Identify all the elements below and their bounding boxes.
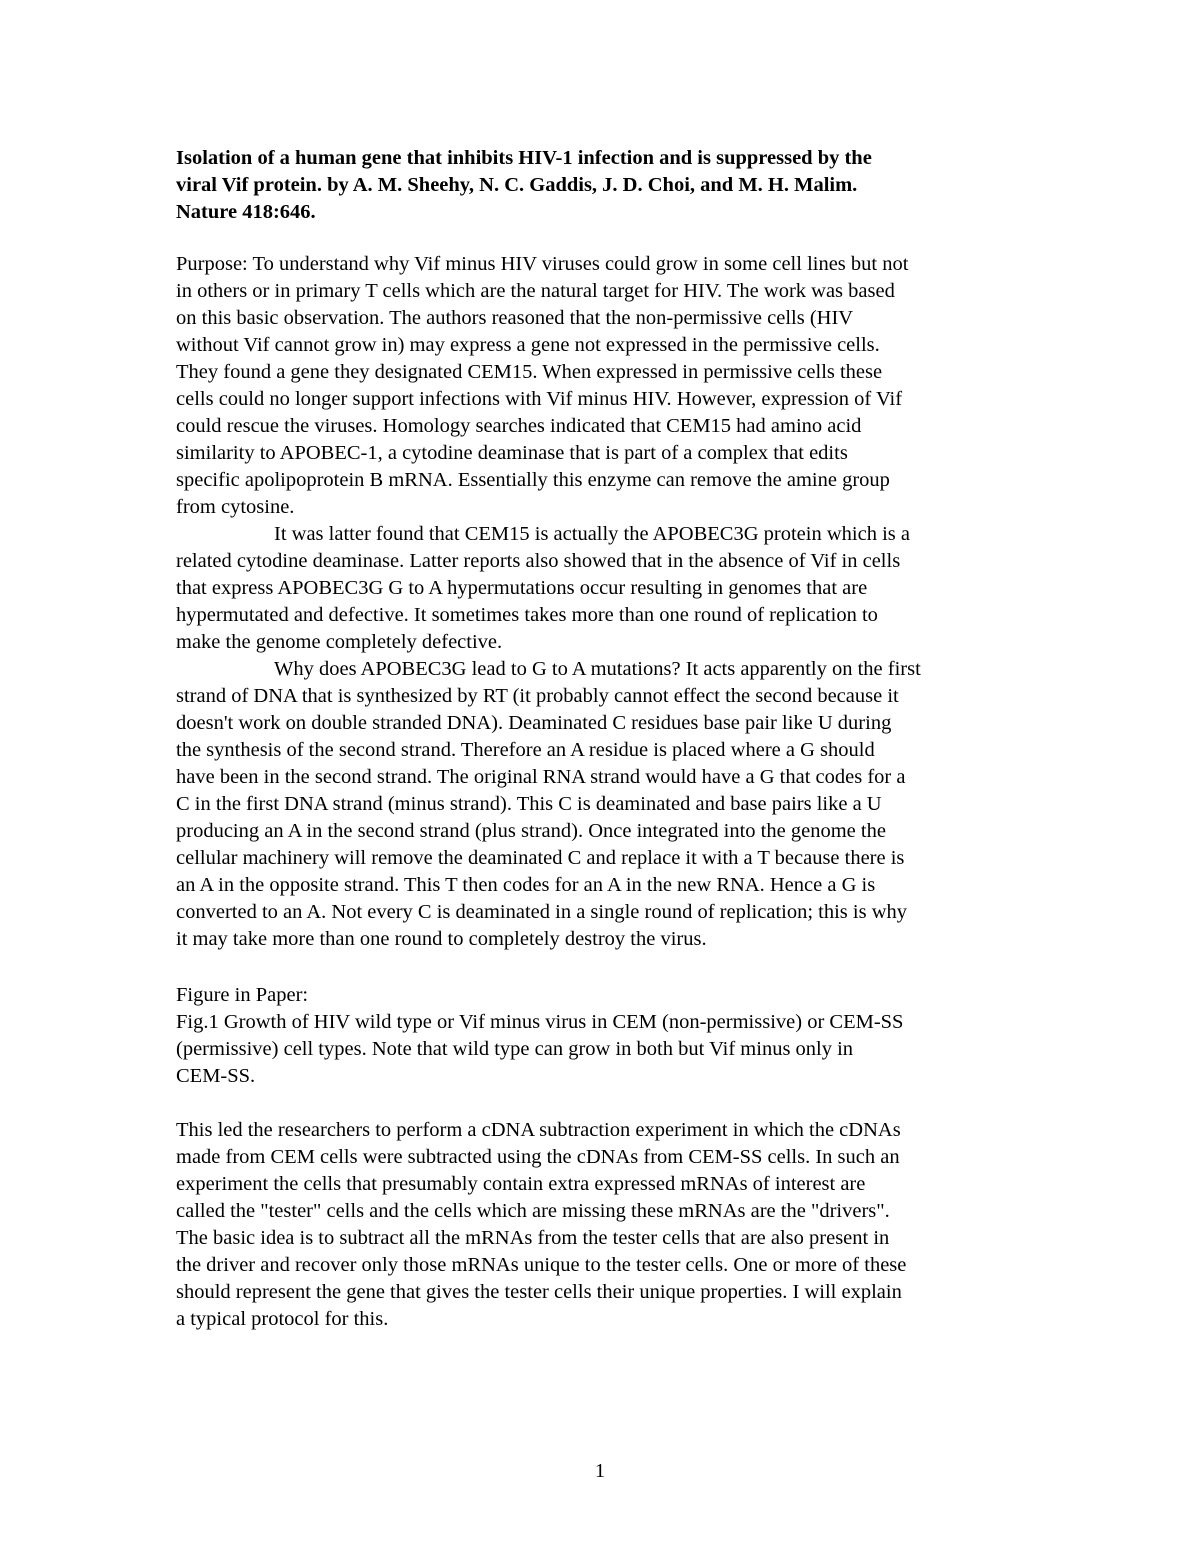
text-line: related cytodine deaminase. Latter reports also showed that in the absence of Vif in cells bbox=[176, 550, 901, 572]
text-line: doesn't work on double stranded DNA). Deaminated C residues base pair like U during bbox=[176, 712, 892, 734]
text-line: Why does APOBEC3G lead to G to A mutations? It acts apparently on the first bbox=[274, 658, 921, 680]
text-line: Purpose: To understand why Vif minus HIV viruses could grow in some cell lines but not bbox=[176, 253, 909, 275]
figure-description bbox=[176, 982, 1036, 1090]
text-line: have been in the second strand. The original RNA strand would have a G that codes for a bbox=[176, 766, 906, 788]
text-line: It was latter found that CEM15 is actually the APOBEC3G protein which is a bbox=[274, 523, 910, 545]
article-citation-heading bbox=[176, 145, 1036, 226]
text-line: make the genome completely defective. bbox=[176, 631, 503, 653]
heading-line: Isolation of a human gene that inhibits HIV-1 infection and is suppressed by the bbox=[176, 147, 872, 169]
text-line: similarity to APOBEC-1, a cytodine deaminase that is part of a complex that edits bbox=[176, 442, 848, 464]
heading-line: viral Vif protein. by A. M. Sheehy, N. C. Gaddis, J. D. Choi, and M. H. Malim. bbox=[176, 174, 858, 196]
text-line: from cytosine. bbox=[176, 496, 295, 518]
text-line: without Vif cannot grow in) may express a gene not expressed in the permissive cells. bbox=[176, 334, 880, 356]
purpose-section bbox=[176, 251, 1036, 953]
text-line: an A in the opposite strand. This T then codes for an A in the new RNA. Hence a G is bbox=[176, 874, 876, 896]
text-line: strand of DNA that is synthesized by RT (it probably cannot effect the second because it bbox=[176, 685, 899, 707]
page-number: 1 bbox=[594, 1460, 606, 1482]
text-line: could rescue the viruses. Homology searches indicated that CEM15 had amino acid bbox=[176, 415, 862, 437]
text-line: specific apolipoprotein B mRNA. Essentially this enzyme can remove the amine group bbox=[176, 469, 890, 491]
heading-line: Nature 418:646. bbox=[176, 201, 316, 223]
text-line: the synthesis of the second strand. Therefore an A residue is placed where a G should bbox=[176, 739, 875, 761]
text-line: in others or in primary T cells which are the natural target for HIV. The work was based bbox=[176, 280, 895, 302]
text-line: Figure in Paper: bbox=[176, 984, 309, 1006]
text-line: This led the researchers to perform a cDNA subtraction experiment in which the cDNAs bbox=[176, 1119, 901, 1141]
text-line: producing an A in the second strand (plus strand). Once integrated into the genome the bbox=[176, 820, 886, 842]
text-line: called the "tester" cells and the cells which are missing these mRNAs are the "drivers". bbox=[176, 1200, 890, 1222]
text-line: made from CEM cells were subtracted using the cDNAs from CEM-SS cells. In such an bbox=[176, 1146, 900, 1168]
text-line: (permissive) cell types. Note that wild type can grow in both but Vif minus only in bbox=[176, 1038, 854, 1060]
text-line: C in the first DNA strand (minus strand). This C is deaminated and base pairs like a U bbox=[176, 793, 882, 815]
text-line: cells could no longer support infections with Vif minus HIV. However, expression of Vif bbox=[176, 388, 903, 410]
text-line: Fig.1 Growth of HIV wild type or Vif minus virus in CEM (non-permissive) or CEM-SS bbox=[176, 1011, 904, 1033]
text-line: CEM-SS. bbox=[176, 1065, 256, 1087]
text-line: cellular machinery will remove the deaminated C and replace it with a T because there is bbox=[176, 847, 905, 869]
text-line: They found a gene they designated CEM15. When expressed in permissive cells these bbox=[176, 361, 883, 383]
text-line: on this basic observation. The authors reasoned that the non-permissive cells (HIV bbox=[176, 307, 854, 329]
text-line: hypermutated and defective. It sometimes takes more than one round of replication to bbox=[176, 604, 878, 626]
text-line: converted to an A. Not every C is deaminated in a single round of replication; this is why bbox=[176, 901, 908, 923]
text-line: it may take more than one round to completely destroy the virus. bbox=[176, 928, 707, 950]
text-line: The basic idea is to subtract all the mRNAs from the tester cells that are also present in bbox=[176, 1227, 890, 1249]
text-line: the driver and recover only those mRNAs unique to the tester cells. One or more of these bbox=[176, 1254, 907, 1276]
text-line: experiment the cells that presumably contain extra expressed mRNAs of interest are bbox=[176, 1173, 866, 1195]
text-line: that express APOBEC3G G to A hypermutations occur resulting in genomes that are bbox=[176, 577, 868, 599]
subtraction-paragraph bbox=[176, 1117, 1036, 1333]
text-line: a typical protocol for this. bbox=[176, 1308, 389, 1330]
text-line: should represent the gene that gives the tester cells their unique properties. I will explain bbox=[176, 1281, 902, 1303]
